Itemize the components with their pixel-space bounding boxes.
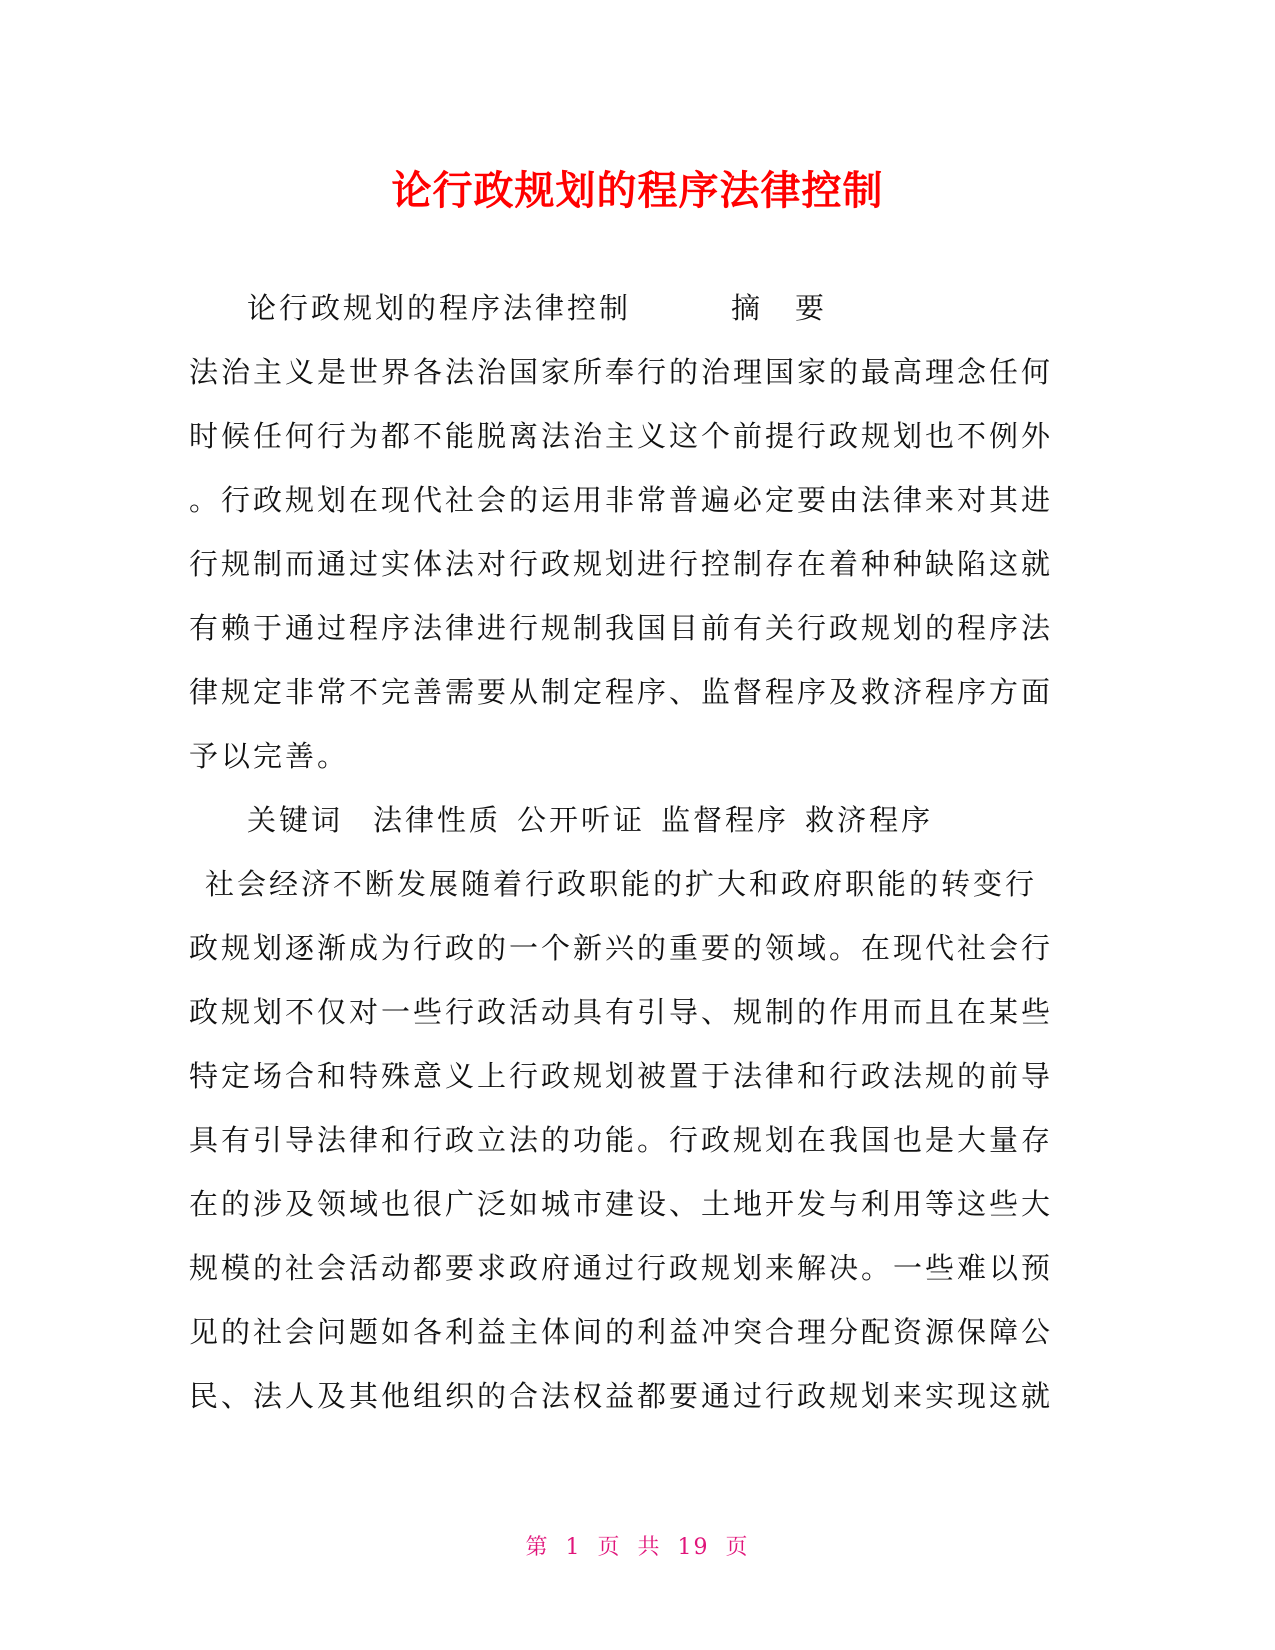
abstract-line: 律规定非常不完善需要从制定程序、监督程序及救济程序方面 xyxy=(189,675,1054,709)
current-page-number: 1 xyxy=(565,1535,582,1560)
subtitle: 论行政规划的程序法律控制 xyxy=(247,291,632,325)
abstract-line: 时候任何行为都不能脱离法治主义这个前提行政规划也不例外 xyxy=(189,419,1054,453)
body-line: 政规划不仅对一些行政活动具有引导、规制的作用而且在某些 xyxy=(189,995,1054,1029)
keywords-label: 关键词 xyxy=(247,803,344,837)
footer-total-word: 共 xyxy=(637,1535,662,1560)
abstract-line: 。行政规划在现代社会的运用非常普遍必定要由法律来对其进 xyxy=(189,483,1054,517)
subtitle-line xyxy=(189,276,1079,340)
abstract-line: 予以完善。 xyxy=(189,739,350,773)
body-line xyxy=(189,852,1079,916)
body-line: 在的涉及领域也很广泛如城市建设、土地开发与利用等这些大 xyxy=(189,1187,1054,1221)
page-footer xyxy=(0,1530,1275,1561)
footer-prefix: 第 xyxy=(525,1535,550,1560)
keyword: 法律性质 xyxy=(373,803,502,837)
body-line: 特定场合和特殊意义上行政规划被置于法律和行政法规的前导 xyxy=(189,1059,1054,1093)
total-pages-number: 19 xyxy=(677,1535,710,1560)
abstract-heading: 摘 要 xyxy=(731,291,828,325)
body-line-text: 社会经济不断发展随着行政职能的扩大和政府职能的转变行 xyxy=(205,867,1038,901)
body-line: 规模的社会活动都要求政府通过行政规划来解决。一些难以预 xyxy=(189,1251,1054,1285)
body-line: 具有引导法律和行政立法的功能。行政规划在我国也是大量存 xyxy=(189,1123,1054,1157)
body-line: 见的社会问题如各利益主体间的利益冲突合理分配资源保障公 xyxy=(189,1315,1054,1349)
abstract-line: 有赖于通过程序法律进行规制我国目前有关行政规划的程序法 xyxy=(189,611,1054,645)
abstract-line: 法治主义是世界各法治国家所奉行的治理国家的最高理念任何 xyxy=(189,355,1054,389)
footer-page-word-end: 页 xyxy=(725,1535,750,1560)
keyword: 救济程序 xyxy=(805,803,934,837)
abstract-line: 行规制而通过实体法对行政规划进行控制存在着种种缺陷这就 xyxy=(189,547,1054,581)
abstract-block xyxy=(189,276,1079,1428)
body-line: 民、法人及其他组织的合法权益都要通过行政规划来实现这就 xyxy=(189,1379,1054,1413)
document-title: 论行政规划的程序法律控制 xyxy=(391,168,884,214)
keywords-line xyxy=(189,788,1079,852)
footer-page-word: 页 xyxy=(597,1535,622,1560)
body-line: 政规划逐渐成为行政的一个新兴的重要的领域。在现代社会行 xyxy=(189,931,1054,965)
keyword: 监督程序 xyxy=(661,803,790,837)
keyword: 公开听证 xyxy=(517,803,646,837)
